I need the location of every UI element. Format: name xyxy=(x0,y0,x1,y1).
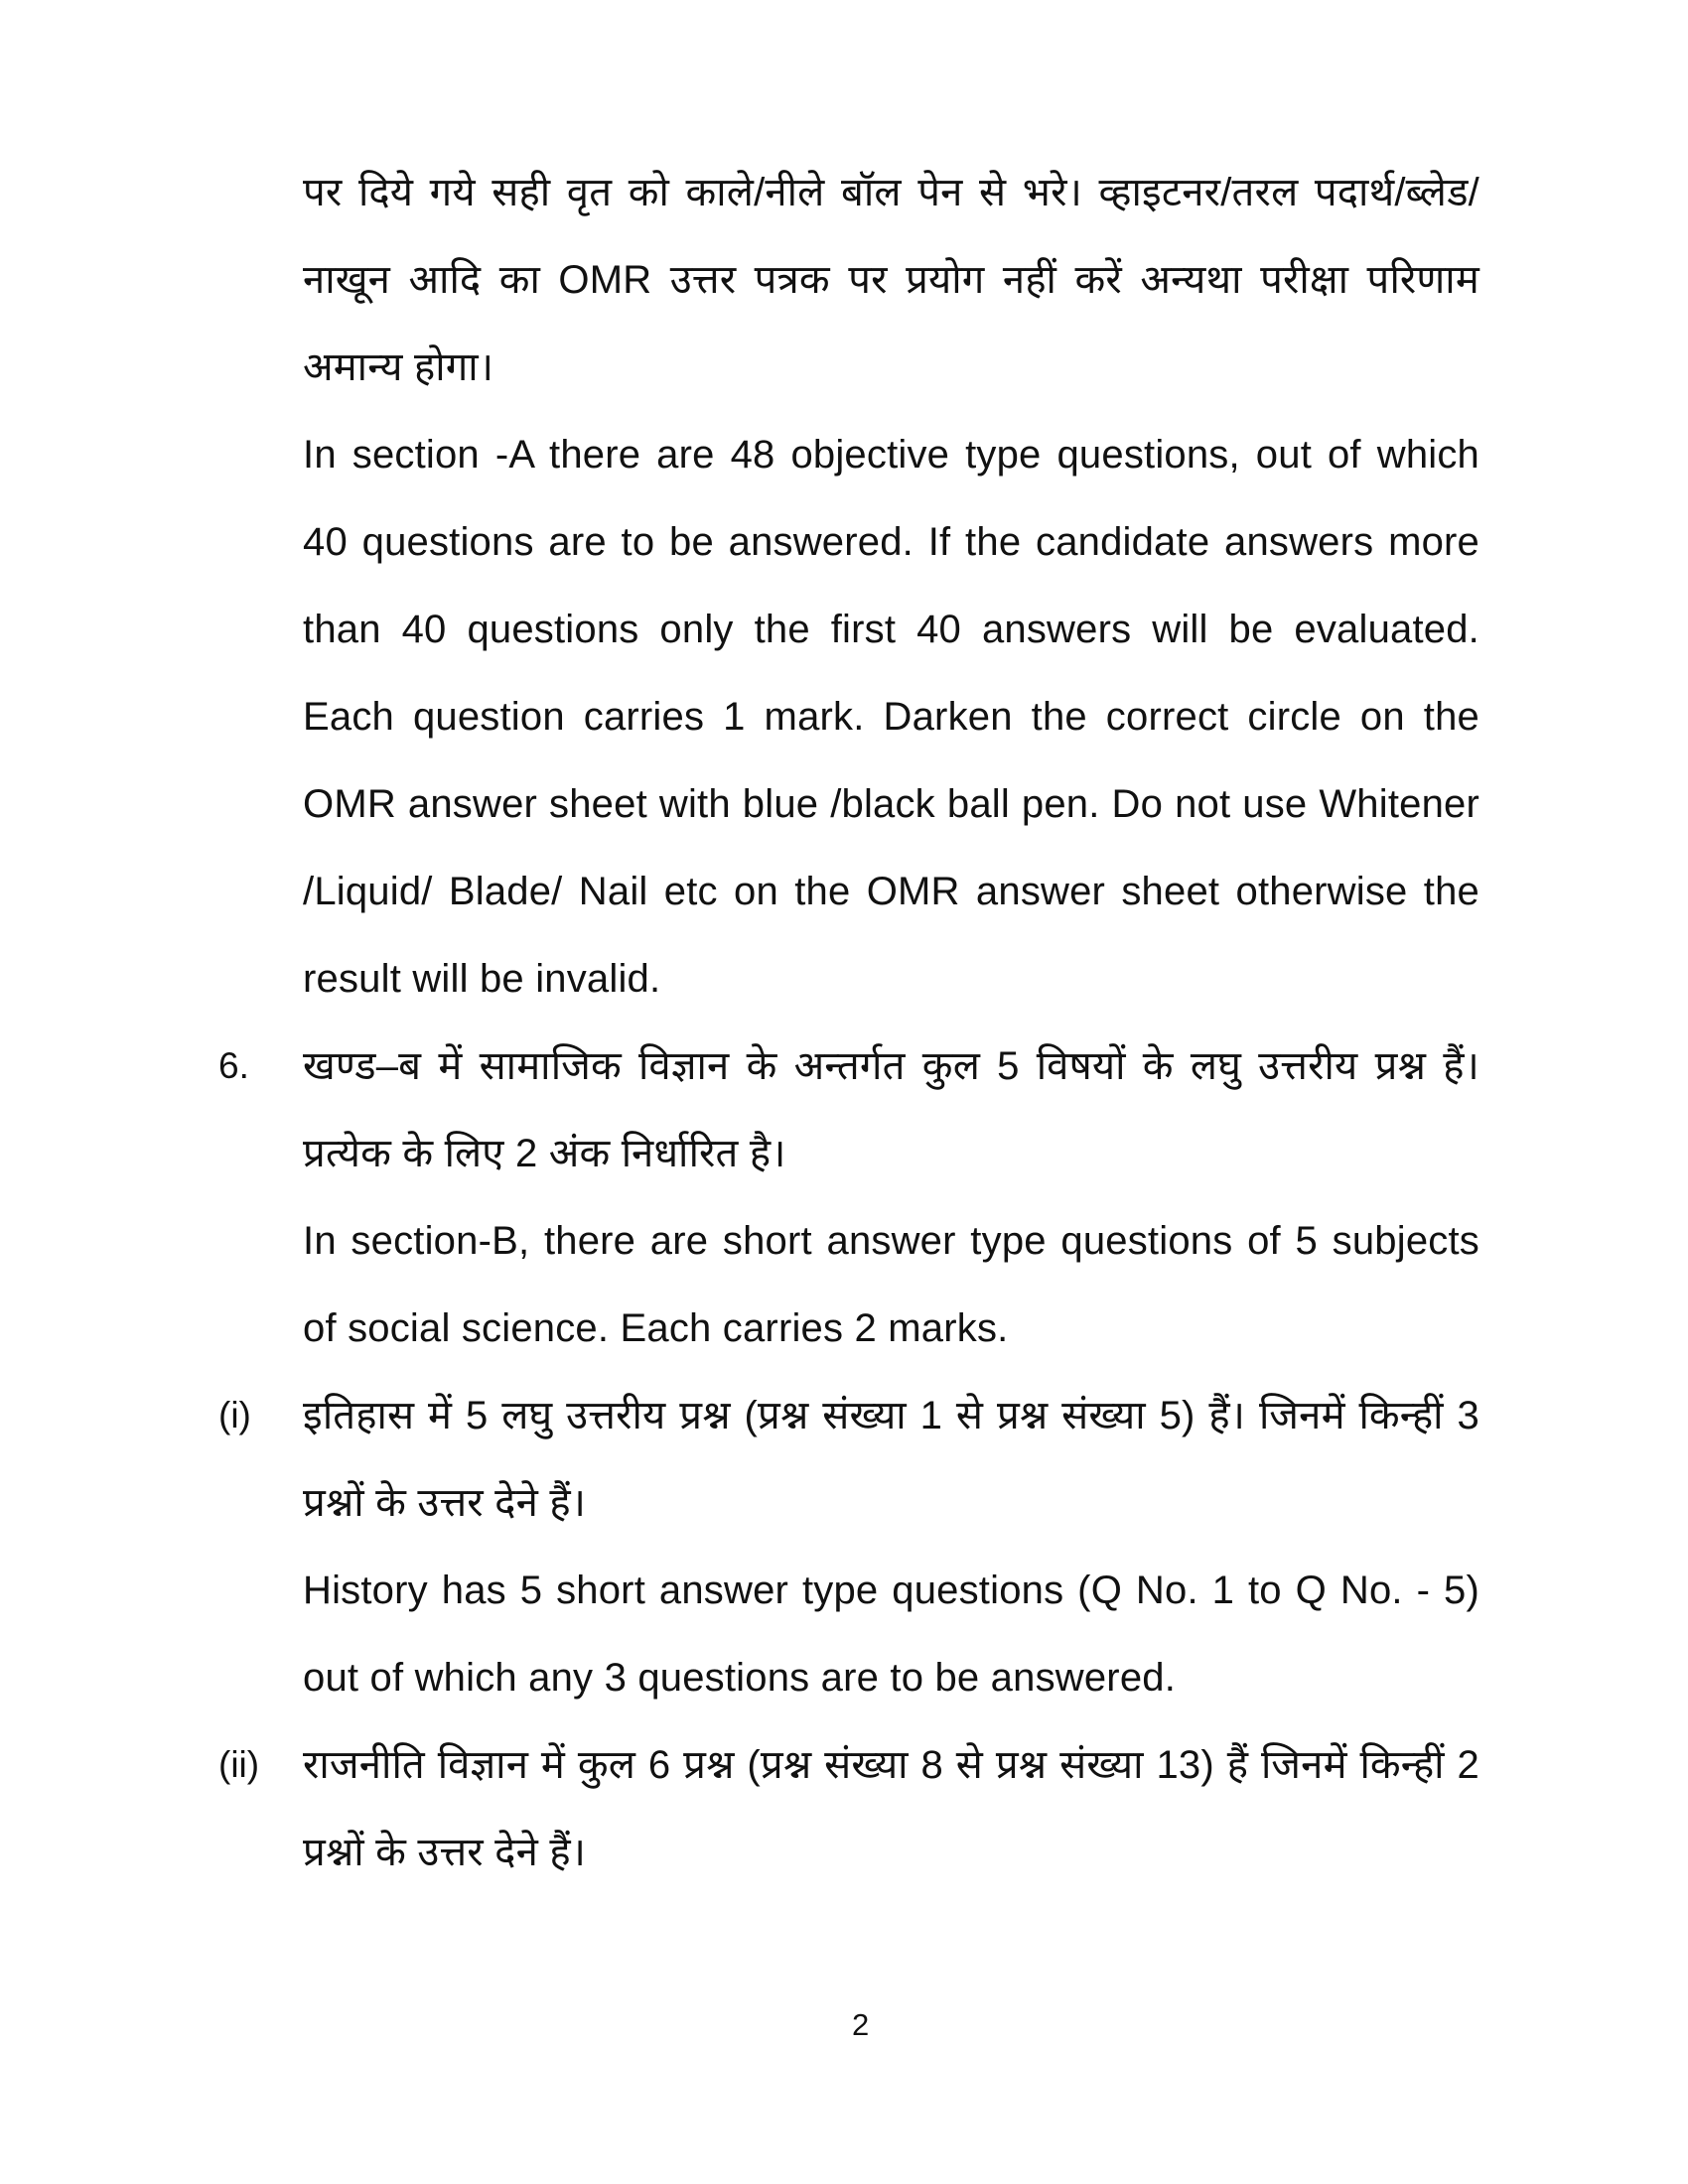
hindi-text: राजनीति विज्ञान में कुल 6 प्रश्न (प्रश्न संख्या 8 से प्रश्न संख्या 13) हैं जिनमें किन्हीं 2 प्रश्नों के उत्तर देने हैं। xyxy=(303,1743,1479,1874)
instruction-ii xyxy=(218,1721,1479,1896)
instructions-content xyxy=(218,149,1479,1896)
item-marker-i: (i) xyxy=(218,1395,251,1435)
instruction-i xyxy=(218,1372,1479,1721)
hindi-text: इतिहास में 5 लघु उत्तरीय प्रश्न (प्रश्न संख्या 1 से प्रश्न संख्या 5) हैं। जिनमें किन्हीं 3 प्रश्नों के उत्तर देने हैं। xyxy=(303,1394,1479,1525)
item-marker-6: 6. xyxy=(218,1045,249,1086)
hindi-text: खण्ड–ब में सामाजिक विज्ञान के अन्तर्गत कुल 5 विषयों के लघु उत्तरीय प्रश्न हैं। प्रत्येक के लिए 2 अंक निर्धारित है। xyxy=(303,1044,1479,1175)
english-text: In section -A there are 48 objective type questions, out of which 40 questions are to be answered. If the candidate answers more than 40 questions only the first 40 answers will be evaluated. Each question carries 1 mark. Darken the correct circle on the OMR answer sheet with blue /black ball pen. Do not use Whitener /Liquid/ Blade/ Nail etc on the OMR answer sheet otherwise the result will be invalid. xyxy=(303,433,1479,1001)
english-text: History has 5 short answer type questions (Q No. 1 to Q No. - 5) out of which any 3 questions are to be answered. xyxy=(303,1569,1479,1700)
english-text: In section-B, there are short answer type questions of 5 subjects of social science. Each carries 2 marks. xyxy=(303,1219,1479,1350)
page-number: 2 xyxy=(852,2007,870,2042)
item-marker-ii: (ii) xyxy=(218,1744,260,1785)
hindi-text: पर दिये गये सही वृत को काले/नीले बॉल पेन से भरे। व्हाइटनर/तरल पदार्थ/ब्लेड/नाखून आदि का OMR उत्तर पत्रक पर प्रयोग नहीं करें अन्यथा परीक्षा परिणाम अमान्य होगा। xyxy=(303,171,1479,389)
instruction-6 xyxy=(218,1023,1479,1372)
instruction-continuation xyxy=(303,149,1479,1023)
